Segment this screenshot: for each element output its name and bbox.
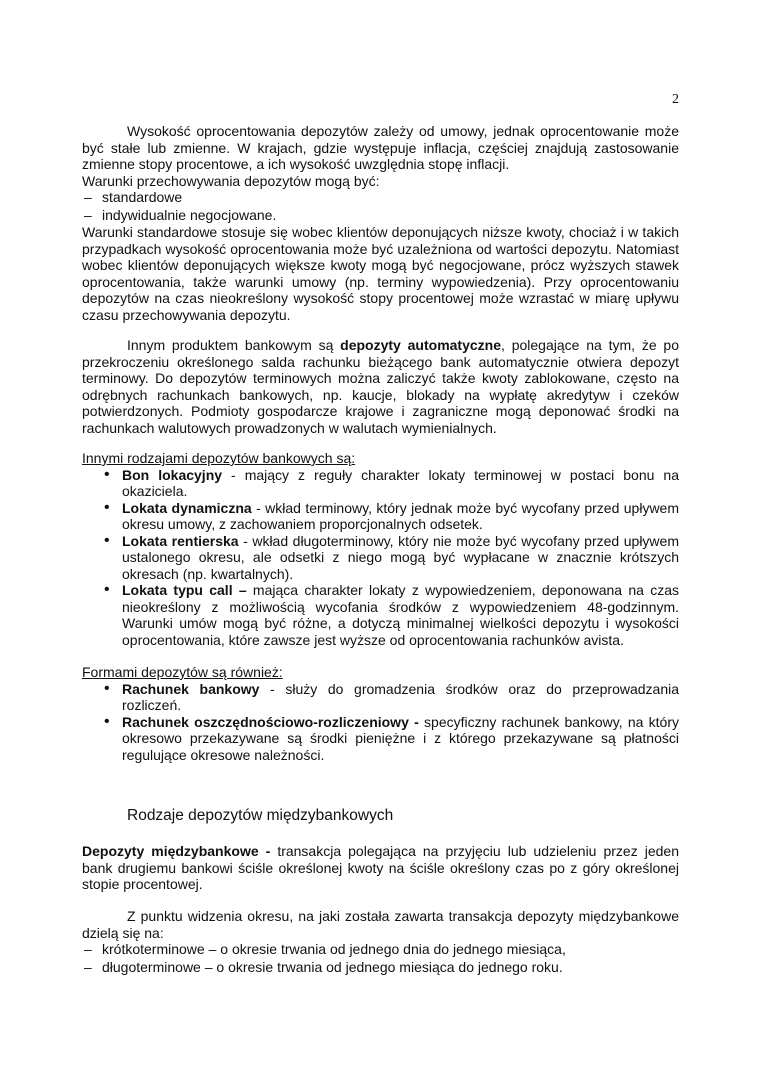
text: , polegające na tym, że po przekroczeniu określonego salda rachunku bieżącego bank automatycznie otwiera depozyt terminowy. Do depozytów terminowych można zaliczyć także kwoty zablokowane, często na odrębnych rachunkach bankowych, np. kaucje, blokady na wypłatę akredytyw i czeków potwierdzonych. Podmioty gospodarcze krajowe i zagraniczne mogą deponować środki na rachunkach walutowych prowadzonych w walutach wymienialnych. bbox=[82, 337, 679, 436]
paragraph-standard-conditions: Warunki standardowe stosuje się wobec klientów deponujących niższe kwoty, chociaż i w takich przypadkach wysokość oprocentowania może być uzależniona od wartości depozytu. Natomiast wobec klientów deponujących większe kwoty mogą być negocjowane, prócz wyższych stawek oprocentowania, także warunki umowy (np. terminy wypowiedzenia). Przy oprocentowaniu depozytów na czas nieokreślony wysokość stopy procentowej może wzrastać w miarę upływu czasu przechowywania depozytu. bbox=[82, 224, 679, 323]
list-item bbox=[82, 681, 679, 714]
section-automatic bbox=[82, 337, 679, 436]
list-title: Formami depozytów są również: bbox=[82, 664, 283, 680]
list-item: – standardowe bbox=[82, 189, 679, 206]
list-item bbox=[82, 582, 679, 648]
list-item bbox=[82, 714, 679, 764]
desc: mająca charakter lokaty z wypowiedzeniem, deponowana na czas nieokreślony z możliwością wycofania środków z wypowiedzeniem 48-godzinnym. Warunki umów mogą być różne, a dotyczą minimalnej wielkości depozytu i wysokości oprocentowania, które zawsze jest wyższe od oprocentowania rachunków avista. bbox=[122, 582, 679, 648]
desc: - mający z reguły charakter lokaty terminowej w postaci bonu na okaziciela. bbox=[122, 466, 679, 499]
desc: - wkład długoterminowy, który nie może być wycofany przed upływem ustalonego okresu, ale odsetki z niego mogą być wypłacane w znacznie krótszych okresach (np. kwartalnych). bbox=[122, 532, 679, 582]
deposit-types-list bbox=[82, 467, 679, 649]
desc: specyficzny rachunek bankowy, na który okresowo przekazywane są środki pieniężne i z którego przekazywane są płatności regulujące okresowe należności. bbox=[122, 713, 679, 763]
section-other-types bbox=[82, 450, 679, 648]
text: Innym produktem bankowym są bbox=[127, 337, 341, 353]
paragraph-periods: Z punktu widzenia okresu, na jaki została zawarta transakcja depozyty międzybankowe dzielą się na: bbox=[82, 908, 679, 941]
list-item bbox=[82, 467, 679, 500]
list-item: – indywidualnie negocjowane. bbox=[82, 207, 679, 224]
deposit-forms-list bbox=[82, 681, 679, 764]
term: Lokata typu call – bbox=[122, 582, 247, 598]
term: Lokata rentierska bbox=[122, 532, 239, 549]
term: Bon lokacyjny bbox=[122, 466, 223, 483]
list-title: Innymi rodzajami depozytów bankowych są: bbox=[82, 450, 356, 466]
page-number: 2 bbox=[672, 92, 679, 107]
section-periods bbox=[82, 908, 679, 976]
section-interest bbox=[82, 123, 679, 323]
list-item bbox=[82, 533, 679, 583]
section-forms bbox=[82, 664, 679, 763]
list-item: – długoterminowe – o okresie trwania od jednego miesiąca do jednego roku. bbox=[82, 959, 679, 976]
paragraph-automatic-deposits bbox=[82, 337, 679, 436]
section-interbank bbox=[82, 843, 679, 893]
list-item: – krótkoterminowe – o okresie trwania od jednego dnia do jednego miesiąca, bbox=[82, 941, 679, 958]
conditions-list bbox=[82, 189, 679, 223]
periods-list bbox=[82, 941, 679, 975]
paragraph-interest: Wysokość oprocentowania depozytów zależy od umowy, jednak oprocentowanie może być stałe lub zmienne. W krajach, gdzie występuje inflacja, częściej znajdują zastosowanie zmienne stopy procentowe, a ich wysokość uwzględnia stopę inflacji. bbox=[82, 123, 679, 172]
list-item bbox=[82, 500, 679, 533]
term: Rachunek oszczędnościowo-rozliczeniowy - bbox=[122, 713, 419, 730]
paragraph-conditions-intro: Warunki przechowywania depozytów mogą być: bbox=[82, 172, 380, 189]
section-heading: Rodzaje depozytów międzybankowych bbox=[127, 807, 394, 824]
term: Rachunek bankowy bbox=[122, 680, 260, 697]
paragraph-interbank-definition bbox=[82, 843, 679, 893]
bold-term: depozyty automatyczne bbox=[340, 337, 502, 353]
desc: transakcja polegająca na przyjęciu lub udzieleniu przez jeden bank drugiemu bankowi ściśle określonej kwoty na ściśle określony czas po z góry określonej stopie procentowej. bbox=[82, 843, 679, 892]
desc: - wkład terminowy, który jednak może być wycofany przed upływem okresu umowy, z zachowaniem proporcjonalnych odsetek. bbox=[122, 499, 679, 532]
term: Lokata dynamiczna bbox=[122, 499, 252, 516]
term: Depozyty międzybankowe - bbox=[82, 843, 271, 859]
desc: - służy do gromadzenia środków oraz do przeprowadzania rozliczeń. bbox=[122, 680, 680, 713]
